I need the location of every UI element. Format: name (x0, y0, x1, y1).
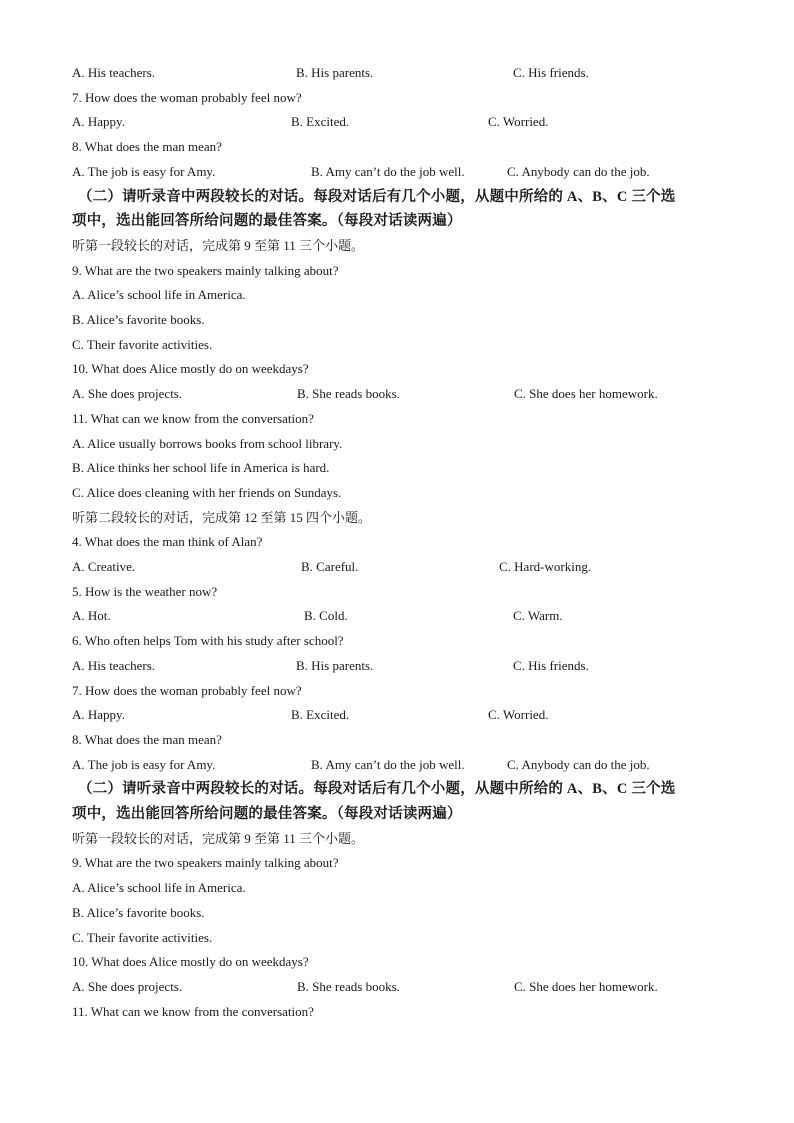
answer-options-row (72, 655, 722, 677)
line-text: A. Alice’s school life in America. (72, 880, 246, 896)
text-line (72, 457, 722, 479)
answer-option-c: C. His friends. (513, 657, 589, 673)
section-heading-text: 项中，选出能回答所给问题的最佳答案。（每段对话读两遍） (72, 213, 462, 230)
answer-option-b: B. She reads books. (297, 386, 400, 402)
line-text: B. Alice thinks her school life in America is hard. (72, 460, 330, 476)
text-line (72, 260, 722, 282)
line-text: 11. What can we know from the conversation? (72, 410, 314, 426)
answer-options-row (72, 556, 722, 578)
text-line (72, 358, 722, 380)
instruction-text: 听第一段较长的对话，完成第 9 至第 11 三个小题。 (72, 830, 365, 846)
line-text: 8. What does the man mean? (72, 139, 222, 155)
text-line (72, 136, 722, 158)
section-heading-text: （二）请听录音中两段较长的对话。每段对话后有几个小题，从题中所给的 A、B、C 三个选 (78, 781, 676, 798)
dialogue-instruction (72, 235, 722, 257)
dialogue-instruction (72, 507, 722, 529)
text-line (72, 630, 722, 652)
answer-option-c: C. She does her homework. (514, 386, 658, 402)
text-line (72, 581, 722, 603)
section-heading-continued (72, 803, 722, 825)
answer-option-a: A. Happy. (72, 114, 125, 130)
answer-option-a: A. The job is easy for Amy. (72, 756, 216, 772)
text-line (72, 877, 722, 899)
text-line (72, 334, 722, 356)
answer-option-b: B. She reads books. (297, 978, 400, 994)
line-text: 10. What does Alice mostly do on weekdays? (72, 361, 309, 377)
text-line (72, 729, 722, 751)
line-text: 9. What are the two speakers mainly talking about? (72, 855, 339, 871)
text-line (72, 482, 722, 504)
text-line (72, 531, 722, 553)
answer-options-row (72, 605, 722, 627)
answer-option-c: C. Anybody can do the job. (507, 756, 650, 772)
section-heading (78, 186, 722, 208)
text-line (72, 284, 722, 306)
answer-option-b: B. Excited. (291, 114, 350, 130)
answer-option-b: B. His parents. (296, 65, 374, 80)
text-line (72, 951, 722, 973)
text-line (72, 408, 722, 430)
line-text: C. Their favorite activities. (72, 929, 213, 945)
answer-option-b: B. His parents. (296, 657, 374, 673)
answer-option-a: A. Creative. (72, 559, 136, 574)
answer-options-row (72, 754, 722, 776)
answer-option-c: C. Warm. (513, 608, 563, 624)
answer-options-row (72, 161, 722, 183)
line-text: 4. What does the man think of Alan? (72, 534, 263, 550)
dialogue-instruction (72, 828, 722, 850)
answer-option-a: A. His teachers. (72, 657, 156, 673)
answer-option-c: C. Hard-working. (499, 559, 592, 574)
instruction-text: 听第一段较长的对话，完成第 9 至第 11 三个小题。 (72, 237, 365, 253)
answer-option-b: B. Amy can’t do the job well. (311, 756, 465, 772)
line-text: 7. How does the woman probably feel now? (72, 89, 302, 105)
line-text: 11. What can we know from the conversation? (72, 1003, 314, 1019)
section-heading-text: （二）请听录音中两段较长的对话。每段对话后有几个小题，从题中所给的 A、B、C 三个选 (78, 188, 676, 205)
text-line (72, 433, 722, 455)
line-text: A. Alice’s school life in America. (72, 287, 246, 303)
answer-options-row (72, 62, 722, 84)
text-line (72, 1001, 722, 1023)
answer-options-row (72, 383, 722, 405)
line-text: 6. Who often helps Tom with his study after school? (72, 633, 344, 649)
line-text: C. Alice does cleaning with her friends on Sundays. (72, 484, 342, 500)
answer-option-c: C. Anybody can do the job. (507, 163, 650, 179)
answer-option-b: B. Amy can’t do the job well. (311, 163, 465, 179)
line-text: C. Their favorite activities. (72, 336, 213, 352)
answer-option-b: B. Cold. (304, 608, 348, 624)
text-line (72, 852, 722, 874)
answer-options-row (72, 976, 722, 998)
instruction-text: 听第二段较长的对话，完成第 12 至第 15 四个小题。 (72, 509, 372, 525)
answer-option-a: A. Hot. (72, 608, 111, 624)
line-text: 10. What does Alice mostly do on weekdays? (72, 954, 309, 970)
text-line (72, 309, 722, 331)
answer-option-c: C. His friends. (513, 65, 589, 80)
line-text: B. Alice’s favorite books. (72, 312, 205, 327)
section-heading-text: 项中，选出能回答所给问题的最佳答案。（每段对话读两遍） (72, 806, 462, 822)
line-text: B. Alice’s favorite books. (72, 904, 205, 920)
text-line (72, 87, 722, 109)
answer-option-a: A. His teachers. (72, 65, 156, 80)
section-heading (78, 778, 722, 800)
line-text: 5. How is the weather now? (72, 583, 218, 599)
answer-option-b: B. Excited. (291, 707, 350, 723)
text-line (72, 902, 722, 924)
line-text: 8. What does the man mean? (72, 731, 222, 747)
line-text: 9. What are the two speakers mainly talking about? (72, 262, 339, 278)
answer-option-a: A. Happy. (72, 707, 125, 723)
answer-option-c: C. Worried. (488, 114, 549, 130)
answer-option-b: B. Careful. (301, 559, 359, 574)
answer-options-row (72, 111, 722, 133)
line-text: A. Alice usually borrows books from school library. (72, 435, 343, 451)
answer-option-a: A. The job is easy for Amy. (72, 163, 216, 179)
section-heading-continued (72, 210, 722, 232)
answer-option-a: A. She does projects. (72, 978, 183, 994)
answer-option-c: C. Worried. (488, 707, 549, 723)
text-line (72, 680, 722, 702)
answer-options-row (72, 704, 722, 726)
line-text: 7. How does the woman probably feel now? (72, 682, 302, 698)
text-line (72, 927, 722, 949)
answer-option-c: C. She does her homework. (514, 978, 658, 994)
answer-option-a: A. She does projects. (72, 386, 183, 402)
